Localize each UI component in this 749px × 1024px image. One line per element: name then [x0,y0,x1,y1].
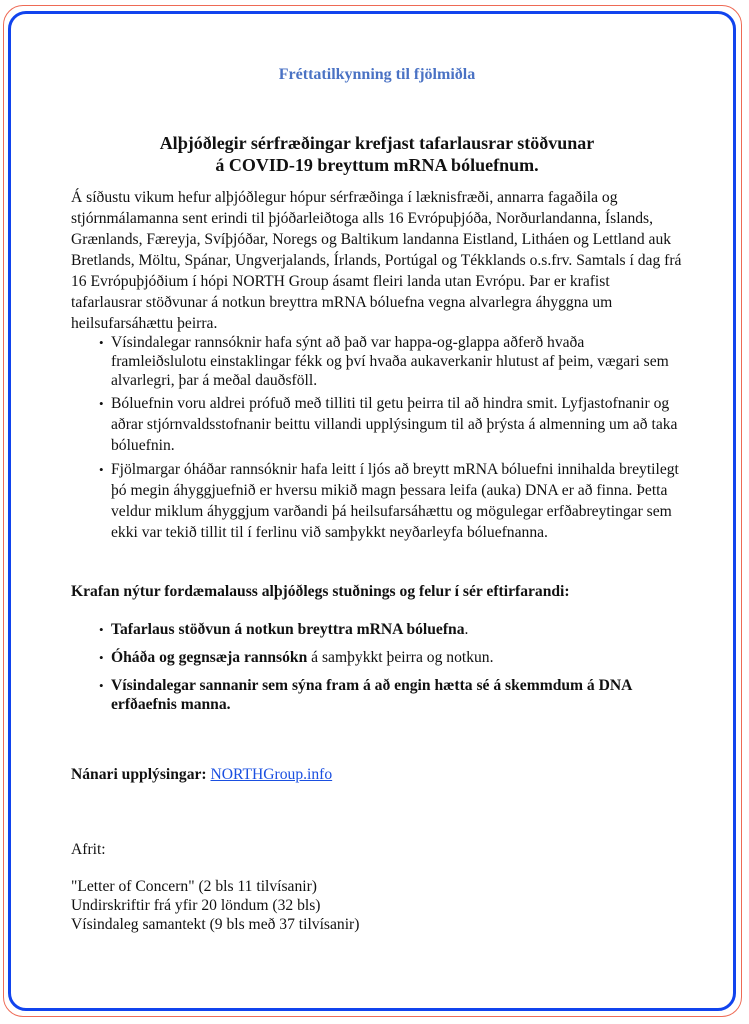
finding-text: Vísindalegar rannsóknir hafa sýnt að það var happa-og-glappa aðferð hvaða framleiðslulotu einstaklingar fékk og því hvaða aukaverkanir hlutust af þeim, vægari sem alvarlegri, þar á meðal dauðsföll. [111,334,669,389]
attachments-list [71,877,359,934]
attachment-item: Vísindaleg samantekt (9 bls með 37 tilvísanir) [71,916,360,933]
headline-line-2: á COVID-19 breyttum mRNA bóluefnum. [215,155,539,175]
press-release-label: Fréttatilkynning til fjölmiðla [278,66,476,83]
north-group-link[interactable]: NORTHGroup.info [210,766,333,783]
bullet-icon: • [99,335,104,350]
demand-rest-text: . [464,621,469,638]
bullet-icon: • [99,396,104,411]
findings-list [71,333,683,546]
intro-paragraph: Á síðustu vikum hefur alþjóðlegur hópur sérfræðinga í læknisfræði, annarra fagaðila og stjórnmálamanna sent erindi til þjóðarleiðtoga alls 16 Evrópuþjóða, Norðurlandanna, Íslands, Grænlands, Færeyja, Svíþjóðar, Noregs og Baltikum landanna Eistland, Litháen og Lettland auk Bretlands, Möltu, Spánar, Ungverjalands, Írlands, Portúgal og Tékklands o.s.frv. Samtals í dag frá 16 Evrópuþjóðium í hópi NORTH Group ásamt fleiri landa utan Evrópu. Þar er krafist tafarlausrar stöðvunar á notkun breyttra mRNA bóluefna vegna alvarlegra áhyggna um heilsufarsáhættu þeirra. [71,189,682,332]
bullet-icon: • [99,650,104,665]
finding-item [71,333,683,390]
finding-item [71,459,683,543]
demands-list [71,620,683,723]
demand-rest-text: á samþykkt þeirra og notkun. [307,649,494,666]
bullet-icon: • [99,462,104,477]
demand-bold-text: Vísindalegar sannanir sem sýna fram á að engin hætta sé á skemmdum á DNA erfðaefnis manna. [111,677,632,713]
headline [71,132,683,176]
attachment-item: "Letter of Concern" (2 bls 11 tilvísanir) [71,878,317,895]
attachments-label: Afrit: [71,841,106,858]
attachment-item: Undirskriftir frá yfir 20 löndum (32 bls) [71,897,321,914]
finding-text: Bóluefnin voru aldrei prófuð með tilliti til getu þeirra til að hindra smit. Lyfjastofnanir og aðrar stjórnvaldsstofnanir beittu villandi upplýsingum til að þrýsta á almenning um að taka bóluefnin. [111,395,678,454]
more-info-label: Nánari upplýsingar: [71,766,207,783]
demand-item [71,620,683,639]
demand-intro: Krafan nýtur fordæmalauss alþjóðlegs stuðnings og felur í sér eftirfarandi: [71,583,570,600]
headline-line-1: Alþjóðlegir sérfræðingar krefjast tafarlausrar stöðvunar [159,133,595,153]
demand-bold-text: Tafarlaus stöðvun á notkun breyttra mRNA bóluefna [111,621,465,638]
more-info [71,766,332,784]
finding-item [71,393,683,456]
finding-text: Fjölmargar óháðar rannsóknir hafa leitt í ljós að breytt mRNA bóluefni innihalda breytilegt þó megin áhyggjuefnið er hversu mikið magn þessara leifa (auka) DNA er að finna. Þetta veldur miklum áhyggjum varðandi þá heilsufarsáhættu og mögulegar erfðabreytingar sem ekki var tekið tillit til í ferlinu við samþykkt neyðarleyfa bóluefnanna. [111,461,679,541]
demand-item [71,676,683,714]
demand-bold-text: Óháða og gegnsæja rannsókn [111,649,308,666]
bullet-icon: • [99,622,104,637]
demand-item [71,648,683,667]
bullet-icon: • [99,678,104,693]
